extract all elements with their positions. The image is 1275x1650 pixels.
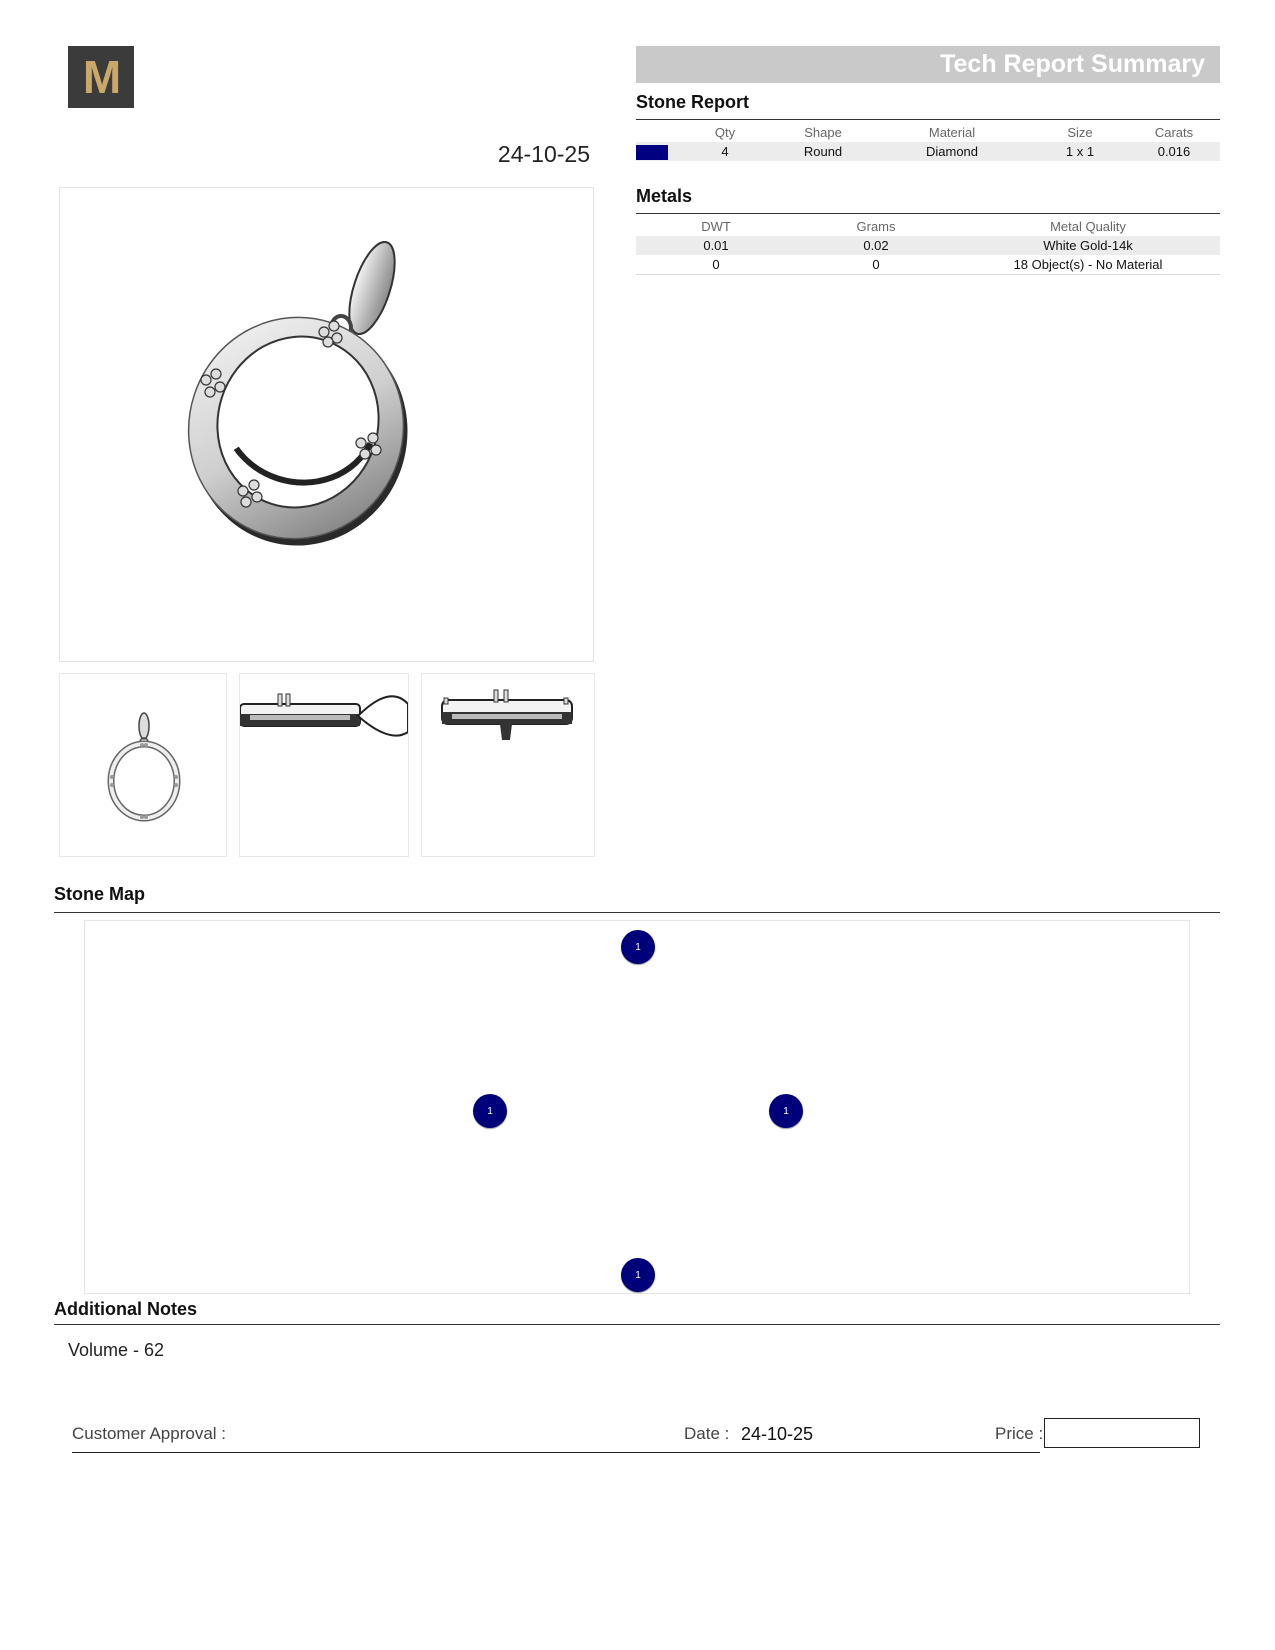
shape-column-header: Shape: [804, 125, 842, 140]
stone-marker[interactable]: 1: [621, 930, 655, 964]
stone-color-swatch-cell: [636, 142, 676, 161]
stone-material: Diamond: [872, 142, 1032, 161]
stone-carats: 0.016: [1128, 142, 1220, 161]
stone-map-canvas: [84, 920, 1190, 1294]
size-column-header: Size: [1067, 125, 1093, 140]
thumbnail-front-image: [60, 674, 226, 856]
thumbnail-top-view[interactable]: [421, 673, 595, 857]
metal-grams: 0: [796, 255, 956, 275]
stone-marker[interactable]: 1: [621, 1258, 655, 1292]
metal-quality-column-header: Metal Quality: [1050, 219, 1126, 234]
additional-notes-title: Additional Notes: [54, 1299, 197, 1319]
metal-dwt: 0: [636, 255, 796, 275]
stone-marker[interactable]: 1: [473, 1094, 507, 1128]
metal-quality: White Gold-14k: [956, 236, 1220, 255]
pendant-render-image: [60, 188, 593, 661]
stone-report-table: [636, 123, 1220, 161]
stone-shape: Round: [774, 142, 872, 161]
table-row: [636, 142, 1220, 161]
price-field[interactable]: [1044, 1418, 1200, 1448]
signature-line[interactable]: [72, 1452, 1040, 1453]
metals-table: [636, 217, 1220, 275]
report-header-bar: [636, 46, 1220, 83]
stone-report-title: Stone Report: [636, 92, 750, 112]
metals-divider: [636, 213, 1220, 214]
material-column-header: Material: [928, 125, 976, 140]
report-title: Tech Report Summary: [940, 50, 1205, 78]
table-row: [636, 255, 1220, 275]
stone-size: 1 x 1: [1032, 142, 1128, 161]
stone-map-divider: [54, 912, 1220, 913]
customer-approval-label: Customer Approval :: [72, 1424, 227, 1443]
thumbnail-side-view[interactable]: [239, 673, 409, 857]
thumbnail-top-image: [422, 674, 594, 856]
thumbnail-front-view[interactable]: [59, 673, 227, 857]
table-row: [636, 236, 1220, 255]
main-render-frame: [59, 187, 594, 662]
report-date: 24-10-25: [497, 141, 590, 167]
stone-marker[interactable]: 1: [769, 1094, 803, 1128]
metal-quality: 18 Object(s) - No Material: [956, 255, 1220, 275]
stone-report-header-row: [636, 123, 1220, 142]
metals-header-row: [636, 217, 1220, 236]
stone-report-divider: [636, 119, 1220, 120]
thumbnail-side-image: [240, 674, 408, 856]
metal-grams: 0.02: [796, 236, 956, 255]
logo-letter: M: [82, 51, 120, 103]
approval-date-value: 24-10-25: [741, 1424, 814, 1444]
dwt-column-header: DWT: [701, 219, 731, 234]
metal-dwt: 0.01: [636, 236, 796, 255]
stone-qty: 4: [676, 142, 774, 161]
notes-divider: [54, 1324, 1220, 1325]
volume-note: Volume - 62: [68, 1340, 165, 1360]
price-label: Price :: [995, 1424, 1044, 1443]
grams-column-header: Grams: [856, 219, 896, 234]
stone-color-swatch: [636, 145, 668, 160]
metals-title: Metals: [636, 186, 693, 206]
qty-column-header: Qty: [714, 125, 736, 140]
color-column-header: [636, 123, 676, 142]
company-logo: [68, 46, 134, 108]
approval-date-label: Date :: [684, 1424, 730, 1443]
stone-map-title: Stone Map: [54, 884, 146, 904]
carats-column-header: Carats: [1154, 125, 1194, 140]
